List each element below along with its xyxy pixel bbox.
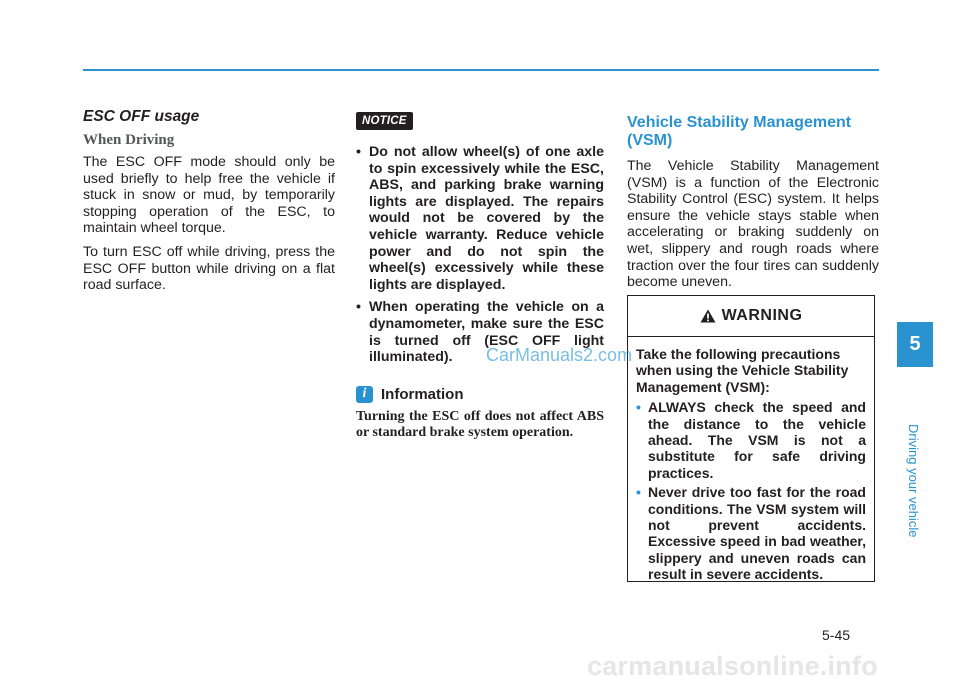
bullet: • — [636, 484, 641, 501]
information-text: Turning the ESC off does not affect ABS or standard brake system operation. — [356, 408, 604, 440]
info-icon: i — [356, 386, 373, 403]
warning-list — [636, 399, 866, 582]
list-item — [356, 144, 604, 293]
column-esc-off — [83, 108, 335, 301]
bullet: • — [636, 399, 641, 416]
vsm-title: Vehicle Stability Management (VSM) — [627, 114, 852, 149]
vsm-paragraph: The Vehicle Stability Management (VSM) is a function of the Electronic Stability Control (ESC) system. It helps ensure the vehicle stays stable when accelerating or braking suddenly on wet, slippery and rough roads where traction over the four tires can suddenly become uneven. — [627, 158, 879, 291]
chapter-label-text: Driving your vehicle — [906, 424, 921, 538]
notice-item-text: Do not allow wheel(s) of one axle to spin excessively while the ESC, ABS, and parking brake warning lights are displayed. The repairs would not be covered by the vehicle warranty. Reduce vehicle power and do not spin the wheel(s) excessively while these lights are displayed. — [369, 144, 604, 293]
warning-label: WARNING — [721, 307, 803, 324]
watermark: CarManuals2.com — [486, 345, 633, 365]
section-title: ESC OFF usage — [83, 108, 200, 125]
warning-triangle-icon — [700, 309, 716, 323]
warning-item-text: ALWAYS check the speed and the distance to the vehicle ahead. The VSM is not a substitute for safe driving practices. — [648, 399, 866, 481]
subheading: When Driving — [83, 132, 175, 148]
list-item — [636, 399, 866, 481]
warning-body — [628, 337, 874, 583]
footer-watermark: carmanualsonline.info — [587, 651, 878, 681]
paragraph: To turn ESC off while driving, press the ESC OFF button while driving on a flat road surface. — [83, 243, 335, 294]
page-number: 5-45 — [822, 627, 851, 643]
column-notice — [356, 106, 604, 441]
chapter-tab[interactable]: 5 — [897, 322, 933, 367]
top-rule — [83, 69, 879, 71]
notice-badge: NOTICE — [356, 112, 413, 130]
warning-header — [628, 296, 874, 337]
warning-intro: Take the following precautions when using the Vehicle Stability Management (VSM): — [636, 346, 849, 395]
notice-item-text: When operating the vehicle on a dynamometer, make sure the ESC is turned off (ESC OFF light illuminated). — [369, 299, 604, 366]
bullet: • — [356, 299, 361, 316]
column-vsm — [627, 112, 879, 298]
information-title: Information — [381, 385, 464, 403]
bullet: • — [356, 144, 361, 160]
paragraph: The ESC OFF mode should only be used briefly to help free the vehicle if stuck in snow or mud, by temporarily stopping operation of the ESC, to maintain wheel torque. — [83, 154, 335, 237]
notice-list — [356, 144, 604, 366]
warning-item-text: Never drive too fast for the road conditions. The VSM system will not prevent accidents. Excessive speed in bad weather, slippery and uneven roads can result in severe accidents. — [648, 484, 866, 583]
list-item — [636, 484, 866, 582]
warning-box — [627, 295, 875, 582]
information-heading — [356, 386, 604, 403]
